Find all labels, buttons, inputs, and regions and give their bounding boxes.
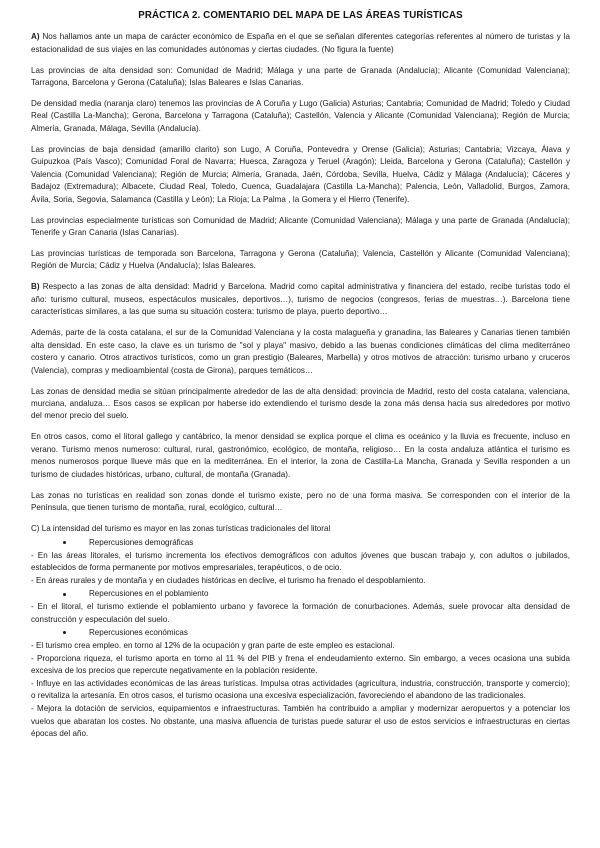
paragraph-b-zonas-no-turisticas: Las zonas no turísticas en realidad son zonas donde el turismo existe, pero no de una forma masiva. Se corresponden con el interior de la Península, que tienen turismo de montaña, rural, ecológico, cultural…	[31, 490, 570, 513]
paragraph-a-temporada: Las provincias turísticas de temporada son Barcelona, Tarragona y Gerona (Cataluña); Valencia, Castellón y Alicante (Comunidad Valenciana); Región de Murcia; Cádiz y Huelva (Andalucía); Islas Baleares.	[31, 248, 570, 271]
paragraph-b-costa-catalana: Además, parte de la costa catalana, el sur de la Comunidad Valenciana y la costa malagueña y granadina, las Baleares y Canarias tienen también alta densidad. En este caso, la clave es un turismo de "sol y playa" masivo, debido a las buenas condiciones climáticas del clima mediterráneo costero y canario. Otros atractivos turísticos, como un gran prestigio (Baleares, Marbella) y otros motivos de atracción: turismo urbano y cruceros (Valencia), compras y medioambiental (costa de Girona), parques temáticos…	[31, 328, 570, 375]
dash-item: - El turismo crea empleo. en torno al 12% de la ocupación y gran parte de este empleo es estacional.	[31, 640, 395, 650]
bullet-label: Repercusiones económicas	[89, 627, 188, 637]
paragraph-text: Respecto a las zonas de alta densidad: Madrid y Barcelona. Madrid como capital administrativa y financiera del estado, recibe turistas todo el año: turismo cultural, museos, espectáculos musicales, deportivos…), turismo de negocios (congresos, ferias de muestras…). Barcelona tiene características similares, a las que suma su situación costera: turismo de playa, puerto deportivo…	[31, 282, 570, 317]
dash-item: - Proporciona riqueza, el turismo aporta en torno al 11 % del PIB y frena el endeudamiento externo. Sin embargo, a veces ocasiona una subida excesiva de los precios que repercute negativamente en la población residente.	[31, 653, 570, 676]
paragraph-a-intro	[31, 31, 570, 56]
bullet-dot-icon	[63, 593, 66, 596]
dash-item: - Mejora la dotación de servicios, equipamientos e infraestructuras. También ha contribuido a ampliar y modernizar aeropuertos y a potenciar los vuelos que abaratan los costes. No obstante, una masiva afluencia de turistas puede saturar el uso de estos servicios e infraestructuras en ciertas épocas del año.	[31, 704, 570, 739]
section-c-heading-text: La intensidad del turismo es mayor en las zonas turísticas tradicionales del litoral	[39, 524, 331, 534]
section-a-label: A)	[31, 32, 40, 42]
section-c-heading	[31, 523, 570, 535]
list-item	[31, 537, 570, 550]
dash-item: - En el litoral, el turismo extiende el poblamiento urbano y favorece la formación de conurbaciones. Además, suele provocar alta densidad de construcción y especulación del suelo.	[31, 602, 570, 624]
paragraph-b-densidad-media: Las zonas de densidad media se sitúan principalmente alrededor de las de alta densidad: provincia de Madrid, resto del costa catalana, valenciana, murciana, andaluza… Esos casos se explican por haberse ido extendiendo el turismo desde la zona más densa hacia sus alrededores por motivo del menor precio del suelo.	[31, 386, 570, 421]
paragraph-b-intro	[31, 281, 570, 318]
paragraph-a-densidad-media: De densidad media (naranja claro) tenemos las provincias de A Coruña y Lugo (Galicia) Asturias; Cantabria; Comunidad de Madrid; Toledo y Ciudad Real (Castilla La-Mancha); Gerona, Barcelona y Tarragona (Cataluña); Castellón, Valencia y Alicante (Comunidad Valenciana); Región de Murcia; Almería, Granada, Málaga, Sevilla (Andalucía).	[31, 98, 570, 133]
bullet-dot-icon	[63, 631, 66, 634]
bullet-label: Repercusiones demográficas	[89, 537, 194, 547]
paragraph-text: Nos hallamos ante un mapa de carácter económico de España en el que se señalan diferentes categorías referentes al número de turistas y la estacionalidad de sus viajes en las comunidades autónomas y ciertas ciudades. (No figura la fuente)	[31, 32, 570, 54]
dash-item: - Influye en las actividades económicas de las áreas turísticas. Impulsa otras actividades (agricultura, industria, construcción, transporte y comercio); o revitaliza la artesanía. En otros casos, el turismo ocasiona una excesiva especialización, favoreciendo el abandono de las tradicionales.	[31, 678, 570, 701]
paragraph-b-litoral-gallego: En otros casos, como el litoral gallego y cantábrico, la menor densidad se explica porque el clima es oceánico y la lluvia es frecuente, incluso en verano. Turismo menos numeroso: cultural, rural, gastronómico, ecológico, de montaña, religioso… En la costa andaluza atlántica el turismo es menos numerosos porque llueve más que en la mediterránea. En el interior, la zona de Castilla-La Mancha, Granada y Sevilla responden a un turismo de ciudades históricas, urbano, cultural, de montaña (Granada).	[31, 432, 570, 479]
bullet-dot-icon	[63, 541, 66, 544]
section-c-label: C)	[31, 524, 40, 534]
list-item	[31, 627, 570, 640]
paragraph-a-alta-densidad: Las provincias de alta densidad son: Comunidad de Madrid; Málaga y una parte de Granada (Andalucía); Alicante (Comunidad Valenciana); Tarragona, Barcelona y Gerona (Cataluña); Islas Baleares e Islas Canarias.	[31, 65, 570, 87]
paragraph-a-especialmente-turisticas: Las provincias especialmente turísticas son Comunidad de Madrid; Alicante (Comunidad Valenciana); Málaga y una parte de Granada (Andalucía); Tenerife y Gran Canaria (Islas Canarias).	[31, 215, 570, 238]
list-item	[31, 588, 570, 601]
paragraph-a-baja-densidad: Las provincias de baja densidad (amarillo clarito) son Lugo, A Coruña, Pontevedra y Orense (Galicia); Asturias; Cantabria; Vizcaya, Álava y Guipuzkoa (País Vasco); Comunidad Foral de Navarra; Huesca, Zaragoza y Teruel (Aragón); Lleida, Barcelona y Gerona (Cataluña); Castellón y Valencia (Comunidad Valenciana); Región de Murcia; Almería, Granada, Jaén, Córdoba, Sevilla, Huelva, Cádiz y Málaga (Andalucía); Cáceres y Badajoz (Extremadura); Albacete, Ciudad Real, Toledo, Cuenca, Guadalajara (Castilla La-Mancha); Palencia, León, Valladolid, Burgos, Zamora, Ávila, Soria, Segovia, Salamanca (Castilla y León); La Rioja; La Palma , la Gomera y el Hierro (Tenerife).	[31, 144, 570, 204]
bullet-label: Repercusiones en el poblamiento	[89, 589, 209, 599]
dash-item: - En áreas rurales y de montaña y en ciudades históricas en declive, el turismo ha frenado el despoblamiento.	[31, 576, 426, 586]
page-title: PRÁCTICA 2. COMENTARIO DEL MAPA DE LAS ÁREAS TURÍSTICAS	[138, 10, 463, 21]
section-b-label: B)	[31, 282, 40, 292]
dash-item: - En las áreas litorales, el turismo incrementa los efectivos demográficos con adultos jóvenes que buscan trabajo y, con adultos o jubilados, establecidos de forma permanente por motivos empresariales, terapéuticos, o de ocio.	[31, 550, 570, 573]
